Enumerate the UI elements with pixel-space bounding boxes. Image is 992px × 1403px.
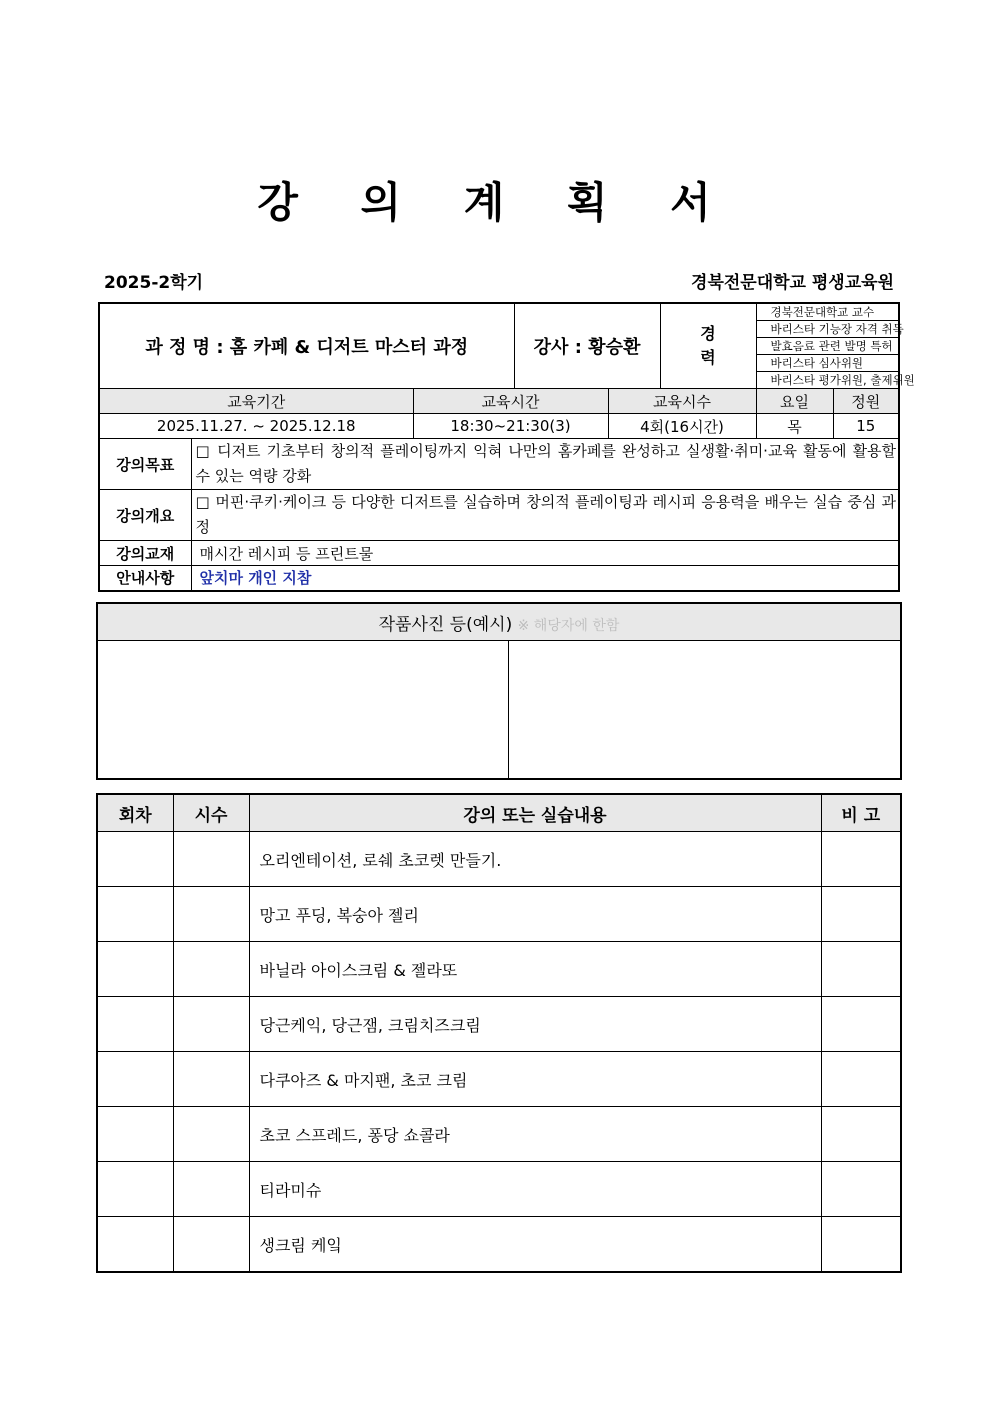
semester-label: 2025-2학기 <box>104 273 204 293</box>
photo-table <box>96 602 902 780</box>
photo-note: ※ 해당자에 한함 <box>517 617 620 634</box>
course-name: 과 정 명 : 홈 카페 & 디저트 마스터 과정 <box>99 303 514 389</box>
lesson-schedule-table <box>96 793 902 1273</box>
organization-label: 경북전문대학교 평생교육원 <box>691 273 894 293</box>
course-info-table <box>98 302 915 592</box>
overview-text: □ 머핀·쿠키·케이크 등 다양한 디저트를 실습하며 창의적 플레이팅과 레시피 응용력을 배우는 실습 중심 과정 <box>191 490 899 541</box>
photo-slot <box>508 641 901 779</box>
table-row <box>97 1052 901 1107</box>
value-capacity: 15 <box>833 414 899 439</box>
header-hours: 시수 <box>173 794 249 832</box>
table-row <box>97 832 901 887</box>
material-text: 매시간 레시피 등 프린트물 <box>191 541 899 566</box>
value-sessions: 4회(16시간) <box>608 414 756 439</box>
overview-label: 강의개요 <box>99 490 191 541</box>
table-row <box>97 1107 901 1162</box>
career-item: 바리스타 기능장 자격 취득 <box>756 321 899 338</box>
career-item: 바리스타 평가위원, 출제위원 <box>756 372 899 389</box>
photo-header <box>97 603 901 641</box>
header-period: 교육기간 <box>99 389 413 414</box>
career-label: 경 력 <box>660 303 756 389</box>
notice-label: 안내사항 <box>99 566 191 591</box>
value-period: 2025.11.27. ~ 2025.12.18 <box>99 414 413 439</box>
header-content: 강의 또는 실습내용 <box>249 794 821 832</box>
header-round: 회차 <box>97 794 173 832</box>
lesson-content: 생크림 케잌 <box>249 1217 821 1273</box>
career-item: 발효음료 관련 발명 특허 <box>756 338 899 355</box>
goal-label: 강의목표 <box>99 439 191 490</box>
table-row <box>97 942 901 997</box>
document-title: 강 의 계 획 서 <box>257 178 735 227</box>
lesson-content: 오리엔테이션, 로쉐 초코렛 만들기. <box>249 832 821 887</box>
value-day: 목 <box>756 414 833 439</box>
table-row <box>97 1217 901 1273</box>
header-day: 요일 <box>756 389 833 414</box>
photo-slot <box>97 641 508 779</box>
lesson-content: 초코 스프레드, 퐁당 쇼콜라 <box>249 1107 821 1162</box>
value-time: 18:30~21:30(3) <box>413 414 608 439</box>
lesson-content: 바닐라 아이스크림 & 젤라또 <box>249 942 821 997</box>
notice-text: 앞치마 개인 지참 <box>191 566 899 591</box>
career-item: 바리스타 심사위원 <box>756 355 899 372</box>
material-label: 강의교재 <box>99 541 191 566</box>
table-row <box>97 1162 901 1217</box>
career-item: 경북전문대학교 교수 <box>756 303 899 321</box>
lesson-content: 당근케익, 당근잼, 크림치즈크림 <box>249 997 821 1052</box>
photo-title: 작품사진 등(예시) <box>378 614 513 635</box>
goal-text: □ 디저트 기초부터 창의적 플레이팅까지 익혀 나만의 홈카페를 완성하고 실생활·취미·교육 활동에 활용할 수 있는 역량 강화 <box>191 439 899 490</box>
header-capacity: 정원 <box>833 389 899 414</box>
lesson-content: 다쿠아즈 & 마지팬, 초코 크림 <box>249 1052 821 1107</box>
header-sessions: 교육시수 <box>608 389 756 414</box>
header-time: 교육시간 <box>413 389 608 414</box>
lesson-content: 망고 푸딩, 복숭아 젤리 <box>249 887 821 942</box>
table-row <box>97 887 901 942</box>
table-row <box>97 997 901 1052</box>
lesson-content: 티라미슈 <box>249 1162 821 1217</box>
instructor-name: 강사 : 황승환 <box>514 303 660 389</box>
header-remarks: 비 고 <box>821 794 901 832</box>
